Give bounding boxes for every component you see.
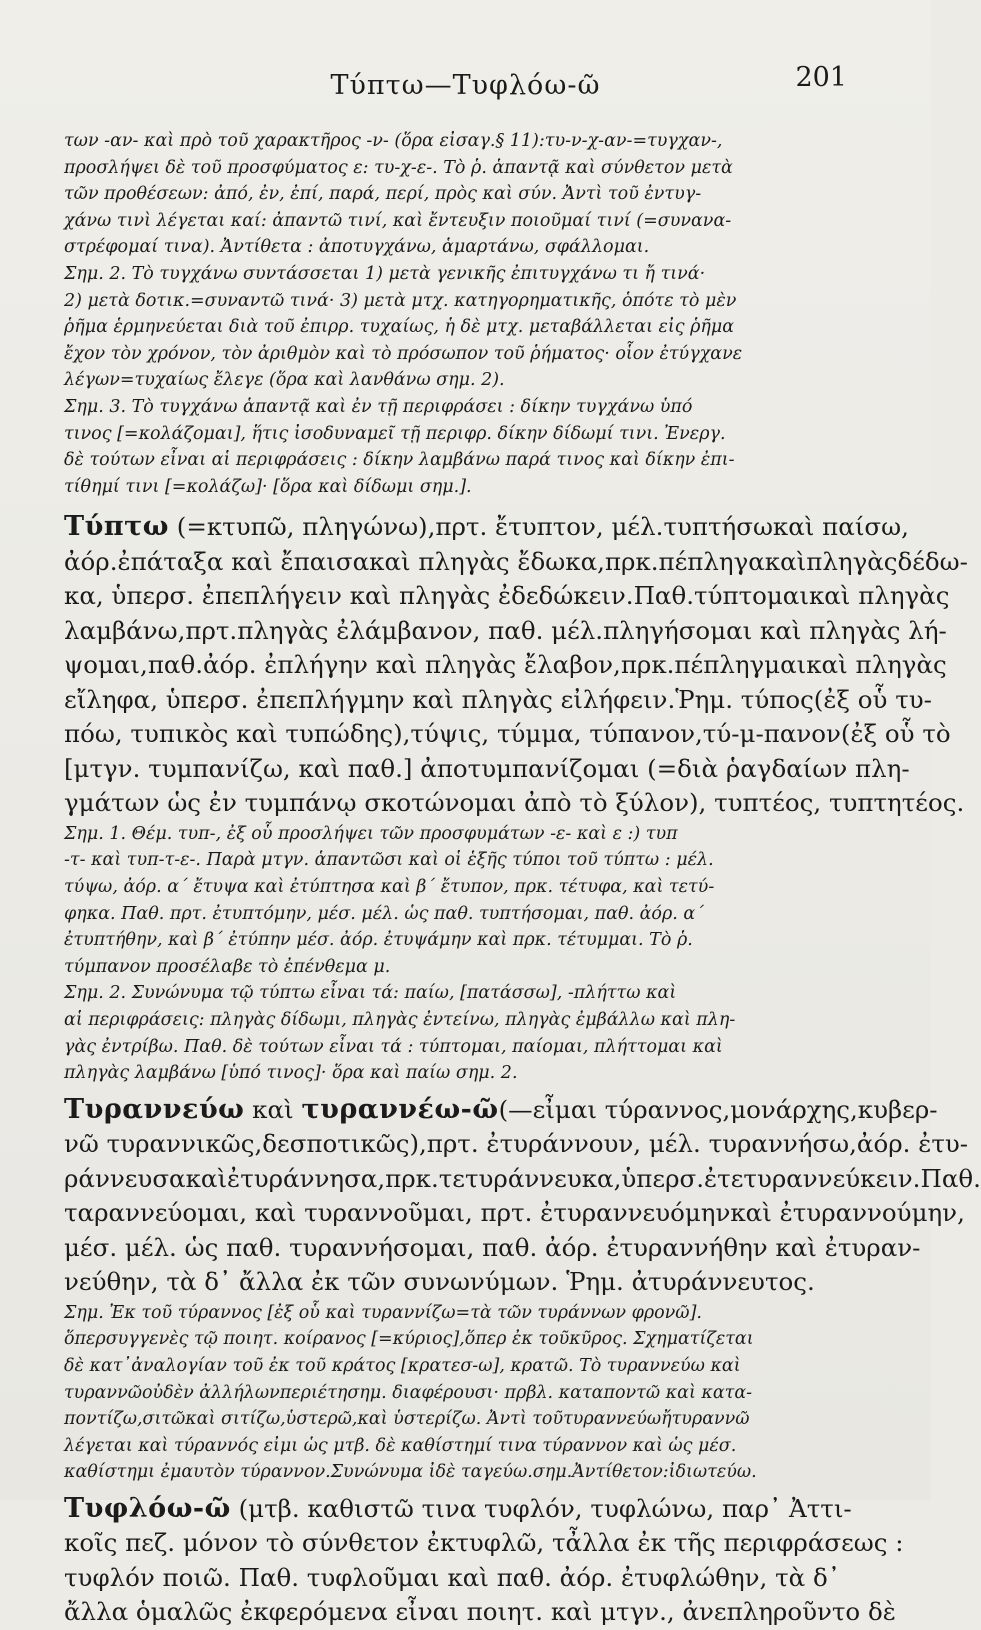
typto-notes — [64, 821, 871, 1087]
entry-typto — [64, 510, 968, 821]
note-line: λέγων=τυχαίως ἔλεγε (ὅρα καὶ λανθάνω σημ. 2). — [64, 370, 505, 391]
note-line: γὰς ἐντρίβω. Παθ. δὲ τούτων εἶναι τά : τύπτομαι, παίομαι, πλήττομαι καὶ — [64, 1036, 723, 1057]
entry-text: (μτβ. καθιστῶ τινα τυφλόν, τυφλώνω, παρ᾽ Ἀττι- — [230, 1493, 852, 1523]
entry-line: ἀόρ.ἐπάταξα καὶ ἔπαισακαὶ πληγὰς ἔδωκα,πρκ.πέπληγακαὶπληγὰςδέδω- — [64, 546, 968, 576]
headword: Τυραννεύω — [64, 1093, 245, 1125]
note-line: πληγὰς λαμβάνω [ὑπό τινος]· ὅρα καὶ παίω σημ. 2. — [64, 1063, 518, 1084]
tyranneuo-notes — [64, 1300, 871, 1486]
entry-line: κα, ὑπερσ. ἐπεπλήγειν καὶ πληγὰς ἐδεδώκειν.Παθ.τύπτομαικαὶ πληγὰς — [64, 581, 950, 611]
entry-line — [64, 1492, 871, 1527]
entry-text: (=κτυπῶ, πληγώνω),πρτ. ἔτυπτον, μέλ.τυπτήσωκαὶ παίσω, — [168, 512, 909, 542]
entry-line: ράννευσακαὶἐτυράννησα,πρκ.τετυράννευκα,ὑπερσ.ἐτετυραννεύκειν.Παθ. — [64, 1163, 981, 1193]
note-line: τύμπανον προσέλαβε τὸ ἐπένθεμα μ. — [64, 956, 391, 977]
entry-line: τυφλόν ποιῶ. Παθ. τυφλοῦμαι καὶ παθ. ἀόρ. ἐτυφλώθην, τὰ δ᾽ — [64, 1562, 840, 1592]
note-line: Σημ. 3. Τὸ τυγχάνω ἁπαντᾷ καὶ ἐν τῇ περιφράσει : δίκην τυγχάνω ὑπό — [64, 396, 693, 417]
entry-line: νεύθην, τὰ δ᾽ ἄλλα ἐκ τῶν συνωνύμων. Ῥημ. ἀτυράννευτος. — [64, 1267, 815, 1297]
headword-variant: τυραννέω-ῶ — [301, 1093, 499, 1125]
running-head — [0, 62, 931, 102]
entry-line: μέσ. μέλ. ὡς παθ. τυραννήσομαι, παθ. ἀόρ. ἐτυραννήθην καὶ ἐτυραν- — [64, 1232, 921, 1262]
note-line: των -αν- καὶ πρὸ τοῦ χαρακτῆρος -ν- (ὅρα εἰσαγ.§ 11):τυ-ν-χ-αν-=τυγχαν-, — [64, 131, 723, 151]
entry-line: [μτγν. τυμπανίζω, καὶ παθ.] ἀποτυμπανίζομαι (=διὰ ῥαγδαίων πλη- — [64, 753, 910, 783]
note-line: 2) μετὰ δοτικ.=συναντῶ τινά· 3) μετὰ μτχ. κατηγορηματικῆς, ὁπότε τὸ μὲν — [64, 290, 737, 311]
note-line: χάνω τινὶ λέγεται καί: ἀπαντῶ τινί, καὶ ἔντευξιν ποιοῦμαί τινί (=συνανα- — [64, 210, 732, 231]
note-line: φηκα. Παθ. πρτ. ἐτυπτόμην, μέσ. μέλ. ὡς παθ. τυπτήσομαι, παθ. ἀόρ. α΄ — [64, 903, 704, 924]
note-line: στρέφομαί τινα). Ἀντίθετα : ἀποτυγχάνω, ἁμαρτάνω, σφάλλομαι. — [64, 237, 650, 258]
note-line: Σημ. 1. Θέμ. τυπ-, ἐξ οὗ προσλήψει τῶν προσφυμάτων -ε- καὶ ε :) τυπ — [64, 823, 678, 844]
note-line: καθίστημι ἐμαυτὸν τύραννον.Συνώνυμα ἰδὲ ταγεύω.σημ.Ἀντίθετον:ἰδιωτεύω. — [64, 1462, 757, 1483]
page-body — [64, 128, 981, 1630]
entry-line: γμάτων ὡς ἐν τυμπάνῳ σκοτώνομαι ἀπὸ τὸ ξύλον), τυπτέος, τυπτητέος. — [64, 788, 965, 818]
entry-line: νῶ τυραννικῶς,δεσποτικῶς),πρτ. ἐτυράννουν, μέλ. τυραννήσω,ἀόρ. ἐτυ- — [64, 1129, 969, 1159]
entry-typhloo — [64, 1492, 904, 1630]
page-header-title: Τύπτω—Τυφλόω-ῶ — [330, 70, 601, 101]
entry-line: λαμβάνω,πρτ.πληγὰς ἐλάμβανον, παθ. μέλ.πληγήσομαι καὶ πληγὰς λή- — [64, 615, 947, 645]
entry-line: ταραννεύομαι, καὶ τυραννοῦμαι, πρτ. ἐτυραννευόμηνκαὶ ἐτυραννούμην, — [64, 1198, 965, 1228]
lemma-connector: καὶ — [244, 1094, 302, 1124]
entry-line: ἄλλα ὁμαλῶς ἐκφερόμενα εἶναι ποιητ. καὶ μτγν., ἀνεπληροῦντο δὲ — [64, 1597, 896, 1627]
note-line: λέγεται καὶ τύραννός εἰμι ὡς μτβ. δὲ καθίστημί τινα τύραννον καὶ ὡς μέσ. — [64, 1435, 737, 1456]
note-line: τίθημί τινι [=κολάζω]· [ὅρα καὶ δίδωμι σημ.]. — [64, 476, 472, 497]
note-line: τινος [=κολάζομαι], ἥτις ἰσοδυναμεῖ τῇ περιφρ. δίκην δίδωμί τινι. Ἐνεργ. — [64, 423, 726, 444]
note-line: Σημ. 2. Συνώνυμα τῷ τύπτω εἶναι τά: παίω, [πατάσσω], -πλήττω καὶ — [64, 983, 677, 1004]
entry-line: πόω, τυπικὸς καὶ τυπώδης),τύψις, τύμμα, τύπανον,τύ-μ-πανον(ἐξ οὗ τὸ — [64, 719, 951, 749]
note-line: τῶν προθέσεων: ἀπό, ἐν, ἐπί, παρά, περί, πρὸς καὶ σύν. Ἀντὶ τοῦ ἐντυγ- — [64, 184, 702, 205]
note-line: δὲ τούτων εἶναι αἱ περιφράσεις : δίκην λαμβάνω παρά τινος καὶ δίκην ἐπι- — [64, 450, 735, 471]
entry-tyranneuo — [64, 1093, 981, 1300]
note-line: ἔχον τὸν χρόνον, τὸν ἀριθμὸν καὶ τὸ πρόσωπον τοῦ ῥήματος· οἷον ἐτύγχανε — [64, 343, 743, 364]
headword: Τύπτω — [64, 511, 169, 543]
entry-text: (—εἶμαι τύραννος,μονάρχης,κυβερ- — [498, 1094, 938, 1124]
note-line: ὅπερσυγγενὲς τῷ ποιητ. κοίρανος [=κύριος],ὅπερ ἐκ τοῦκῦρος. Σχηματίζεται — [64, 1329, 754, 1350]
note-line: -τ- καὶ τυπ-τ-ε-. Παρὰ μτγν. ἁπαντῶσι καὶ οἱ ἑξῆς τύποι τοῦ τύπτω : μέλ. — [64, 850, 714, 871]
entry-line: ψομαι,παθ.ἀόρ. ἐπλήγην καὶ πληγὰς ἔλαβον,πρκ.πέπληγμαικαὶ πληγὰς — [64, 650, 947, 680]
note-line: προσλήψει δὲ τοῦ προσφύματος ε: τυ-χ-ε-. Τὸ ῥ. ἁπαντᾷ καὶ σύνθετον μετὰ — [64, 157, 733, 178]
tynchano-notes — [64, 128, 871, 500]
note-line: τύψω, ἀόρ. α΄ ἔτυψα καὶ ἐτύπτησα καὶ β΄ ἔτυπον, πρκ. τέτυφα, καὶ τετύ- — [64, 877, 715, 897]
note-line: Σημ. 2. Τὸ τυγχάνω συντάσσεται 1) μετὰ γενικῆς ἐπιτυγχάνω τι ἤ τινά· — [64, 263, 706, 284]
note-line: ἐτυπτήθην, καὶ β΄ ἐτύπην μέσ. ἀόρ. ἐτυψάμην καὶ πρκ. τέτυμμαι. Τὸ ῥ. — [64, 930, 693, 951]
note-line: ποντίζω,σιτῶκαὶ σιτίζω,ὑστερῶ,καὶ ὑστερίζω. Ἀντὶ τοῦτυραννεύωἤτυραννῶ — [64, 1409, 750, 1430]
note-line: δὲ κατ᾽ἀναλογίαν τοῦ ἐκ τοῦ κράτος [κρατεσ-ω], κρατῶ. Τὸ τυραννεύω καὶ — [64, 1355, 741, 1376]
entry-line: εἴληφα, ὑπερσ. ἐπεπλήγμην καὶ πληγὰς εἰλήφειν.Ῥημ. τύπος(ἐξ οὗ τυ- — [64, 684, 932, 714]
entry-line: κοῖς πεζ. μόνον τὸ σύνθετον ἐκτυφλῶ, τἆλλα ἐκ τῆς περιφράσεως : — [64, 1528, 904, 1558]
note-line: τυραννῶοὐδὲν ἀλλήλωνπεριέτησημ. διαφέρουσι· πρβλ. καταποντῶ καὶ κατα- — [64, 1382, 753, 1403]
note-line: ῥῆμα ἑρμηνεύεται διὰ τοῦ ἐπιρρ. τυχαίως, ἡ δὲ μτχ. μεταβάλλεται εἰς ῥῆμα — [64, 317, 735, 338]
headword: Τυφλόω-ῶ — [64, 1492, 231, 1524]
note-line: αἱ περιφράσεις: πληγὰς δίδωμι, πληγὰς ἐντείνω, πληγὰς ἐμβάλλω καὶ πλη- — [64, 1009, 736, 1030]
page-number: 201 — [795, 62, 847, 93]
entry-line — [64, 510, 909, 545]
note-line: Σημ. Ἐκ τοῦ τύραννος [ἐξ οὗ καὶ τυραννίζω=τὰ τῶν τυράννων φρονῶ]. — [64, 1302, 702, 1323]
entry-line — [64, 1093, 938, 1128]
